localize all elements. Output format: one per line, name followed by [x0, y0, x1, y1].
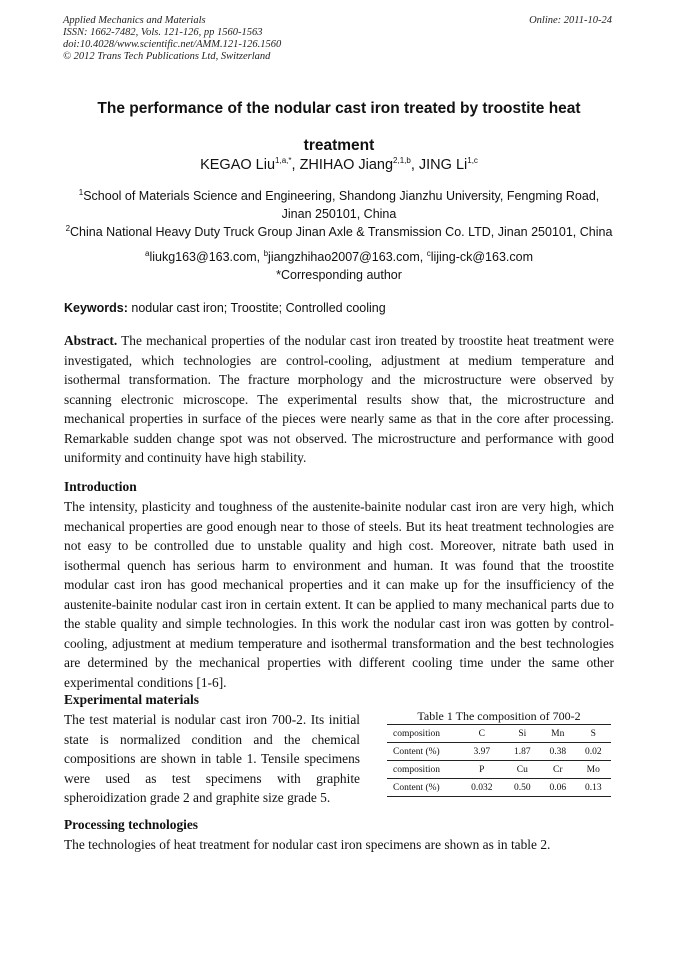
doi-line: doi:10.4028/www.scientific.net/AMM.121-126.1560 — [63, 39, 282, 50]
email-mark: b — [263, 248, 269, 258]
table-row — [387, 743, 611, 761]
table-cell: P — [459, 761, 505, 779]
table-cell: Mo — [576, 761, 612, 779]
corresponding-author-note: *Corresponding author — [276, 268, 402, 282]
author-separator: , — [291, 157, 300, 173]
table-cell: 0.032 — [459, 779, 505, 797]
table-row — [387, 761, 611, 779]
affiliation-1 — [60, 187, 618, 223]
table-cell: 0.38 — [540, 743, 575, 761]
title-line-1: The performance of the nodular cast iron treated by troostite heat — [97, 100, 581, 117]
table-cell: composition — [387, 761, 459, 779]
author-name: JING Li — [418, 157, 468, 173]
author-superscript: 2,1,b — [393, 156, 411, 166]
email-mark: a — [144, 248, 150, 258]
journal-header — [63, 15, 423, 63]
author-superscript: 1,a,* — [275, 156, 292, 166]
author-name: ZHIHAO Jiang — [299, 157, 394, 173]
affiliation-2-mark: 2 — [65, 223, 71, 233]
table-cell: composition — [387, 725, 459, 743]
author-name: KEGAO Liu — [200, 157, 276, 173]
affiliation-1-line-2: Jinan 250101, China — [281, 207, 397, 221]
email-b: jiangzhihao2007@163.com, — [268, 250, 427, 264]
affiliation-1-line-1: School of Materials Science and Engineering, Shandong Jianzhu University, Fengming Road, — [83, 189, 600, 203]
table-cell: 3.97 — [459, 743, 505, 761]
introduction-paragraph: The intensity, plasticity and toughness of the austenite-bainite nodular cast iron are very high, which mechanical properties are good enough near to those of steels. But its heat treatment technologies are not easy to be controlled due to unstable quality and high cost. Moreover, nitrate bath used in isothermal quench has serious harm to environment and human. It was found that the troostite modular cast iron has good mechanical properties and it can make up for the insufficiency of the austenite-bainite nodular cast iron in certain extent. It can be applied to many mechanical parts due to the stable quality and simple technologies. In this work the nodular cast iron was gotten by control-cooling, adjustment at medium temperature and isothermal transformation and the best technologies are determined by the mechanical properties with different cooling time under the same other experimental conditions [1-6]. — [64, 499, 614, 690]
table-row — [387, 779, 611, 797]
processing-heading: Processing technologies — [64, 817, 199, 832]
paper-title — [60, 90, 618, 164]
table-cell: 0.50 — [505, 779, 540, 797]
abstract-label: Abstract. — [64, 333, 118, 348]
keywords — [64, 301, 386, 315]
table-cell: Mn — [540, 725, 575, 743]
table-cell: Cr — [540, 761, 575, 779]
introduction-heading: Introduction — [64, 479, 137, 494]
table-cell: 0.02 — [576, 743, 612, 761]
experimental-heading: Experimental materials — [64, 692, 199, 707]
processing-paragraph: The technologies of heat treatment for nodular cast iron specimens are shown as in table 2. — [64, 837, 551, 852]
table-cell: Content (%) — [387, 743, 459, 761]
keywords-label: Keywords: — [64, 301, 128, 315]
journal-name: Applied Mechanics and Materials — [63, 15, 206, 26]
table-cell: C — [459, 725, 505, 743]
author-superscript: 1,c — [467, 156, 478, 166]
table-cell: S — [576, 725, 612, 743]
online-date: Online: 2011-10-24 — [529, 15, 612, 26]
issn-line: ISSN: 1662-7482, Vols. 121-126, pp 1560-1563 — [63, 27, 263, 38]
abstract — [64, 331, 614, 468]
email-mark: c — [426, 248, 431, 258]
table-cell: Cu — [505, 761, 540, 779]
copyright-line: © 2012 Trans Tech Publications Ltd, Switzerland — [63, 51, 271, 62]
keywords-text: nodular cast iron; Troostite; Controlled cooling — [127, 301, 386, 315]
title-line-2: treatment — [303, 137, 375, 154]
email-a: liukg163@163.com, — [149, 250, 264, 264]
affiliation-2-text: China National Heavy Duty Truck Group Jinan Axle & Transmission Co. LTD, Jinan 250101, China — [70, 225, 613, 239]
composition-table — [387, 724, 611, 797]
abstract-text: The mechanical properties of the nodular cast iron treated by troostite heat treatment were investigated, which technologies are control-cooling, adjustment at medium temperature and isothermal transformation. The fracture morphology and the microstructure were observed by scanning electronic microscope. The experimental results show that, the microstructure and mechanical properties in surface of the pieces were nearly same as that in the core after processing. Remarkable sudden change spot was not observed. The microstructure and performance with good uniformity and continuity have high stability. — [64, 333, 614, 465]
affiliation-2 — [60, 223, 618, 241]
table-cell: Content (%) — [387, 779, 459, 797]
table-1-caption: Table 1 The composition of 700-2 — [417, 709, 581, 723]
table-cell: Si — [505, 725, 540, 743]
table-cell: 1.87 — [505, 743, 540, 761]
table-row — [387, 725, 611, 743]
table-cell: 0.06 — [540, 779, 575, 797]
affiliation-1-mark: 1 — [78, 187, 84, 197]
experimental-paragraph: The test material is nodular cast iron 700-2. Its initial state is normalized condition and the chemical compositions are shown in table 1. Tensile specimens were used as test specimens with graphite spheroidization grade 2 and graphite size grade 5. — [64, 712, 360, 805]
email-c: lijing-ck@163.com — [430, 250, 533, 264]
author-list — [60, 157, 618, 173]
table-cell: 0.13 — [576, 779, 612, 797]
author-separator: , — [410, 157, 419, 173]
author-emails — [60, 248, 618, 284]
